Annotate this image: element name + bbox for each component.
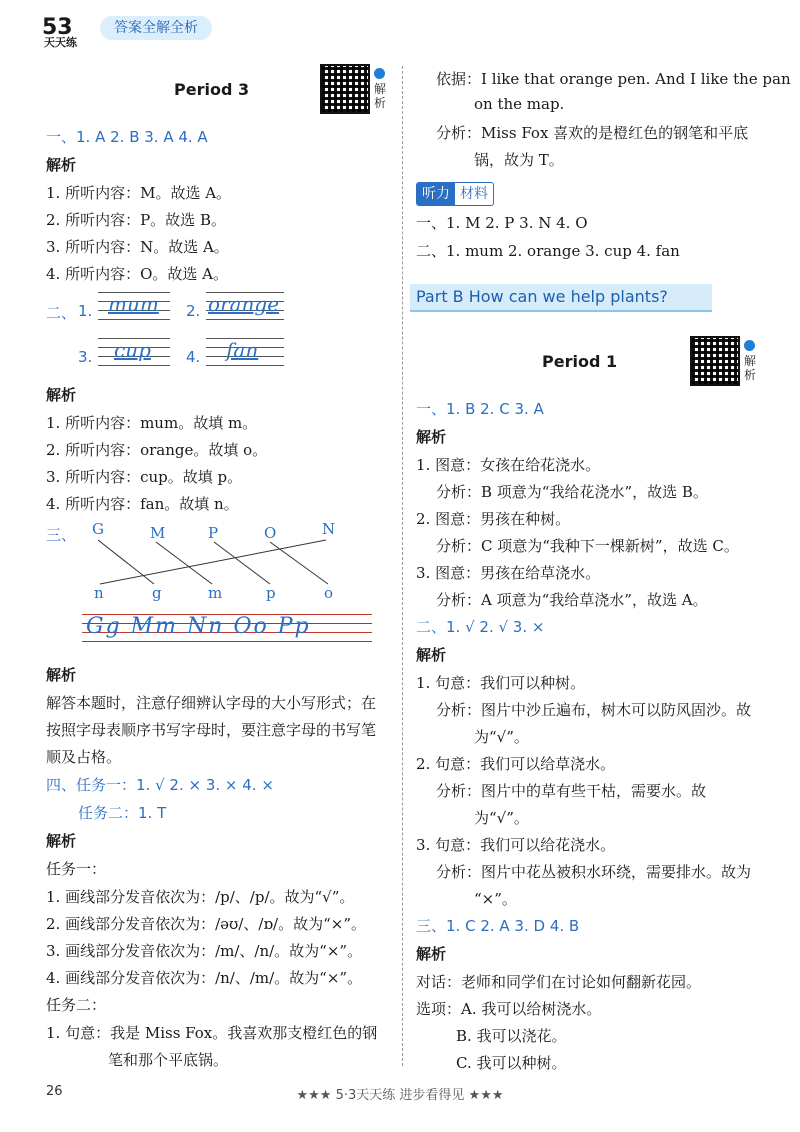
- column-divider: [402, 66, 403, 1066]
- task1-label: 任务一：: [46, 860, 107, 878]
- r-s3-line-2: 选项：A. 我可以给树浇水。: [416, 1000, 602, 1018]
- section-4-answer-2: 任务二：1. T: [78, 804, 167, 822]
- s3-para-1: 解答本题时，注意仔细辨认字母的大小写形式；在: [46, 694, 377, 712]
- task1-line-3: 3. 画线部分发音依次为：/m/、/n/。故为“×”。: [46, 942, 363, 960]
- s3-para-3: 顺及占格。: [46, 748, 122, 766]
- qr-label: 解析: [744, 354, 757, 382]
- upper-letter-g: G: [92, 520, 104, 538]
- s2-num-4: 4.: [186, 348, 201, 366]
- task2-line-1: 1. 句意：我是 Miss Fox。我喜欢那支橙红色的钢: [46, 1024, 378, 1042]
- section-4-answer-1: 四、任务一：1. √ 2. × 3. × 4. ×: [46, 776, 274, 794]
- s2-line-2: 2. 所听内容：orange。故填 o。: [46, 441, 268, 459]
- s2-line-4: 4. 所听内容：fan。故填 n。: [46, 495, 239, 513]
- s2-word-4: fan: [226, 338, 259, 362]
- basis-line-1: 依据：I like that orange pen. And I like the pan: [436, 70, 791, 88]
- lower-letter-m: m: [208, 584, 223, 602]
- r-section-3-answer: 三、1. C 2. A 3. D 4. B: [416, 917, 580, 935]
- play-icon: [374, 68, 385, 79]
- upper-letter-o: O: [264, 524, 277, 542]
- analysis-label: 解析: [46, 666, 77, 684]
- r-s2-line-1: 1. 句意：我们可以种树。: [416, 674, 586, 692]
- upper-letter-m: M: [150, 524, 166, 542]
- r-s2-line-7: 3. 句意：我们可以给花浇水。: [416, 836, 616, 854]
- page-number: 26: [46, 1084, 63, 1099]
- r-s1-line-5: 3. 图意：男孩在给草浇水。: [416, 564, 601, 582]
- r-s3-line-3: B. 我可以浇花。: [456, 1027, 567, 1045]
- r-s1-line-2: 分析：B 项意为“我给花浇水”，故选 B。: [436, 483, 708, 501]
- material-line-2: 二、1. mum 2. orange 3. cup 4. fan: [416, 242, 680, 260]
- s2-line-3: 3. 所听内容：cup。故填 p。: [46, 468, 243, 486]
- upper-letter-n: N: [322, 520, 336, 538]
- s1-line-1: 1. 所听内容：M。故选 A。: [46, 184, 232, 202]
- lower-letter-g: g: [152, 584, 162, 602]
- section-1-answer: 一、1. A 2. B 3. A 4. A: [46, 128, 208, 146]
- play-icon: [744, 340, 755, 351]
- lower-letter-o: o: [324, 584, 334, 602]
- writing-line-1: [98, 292, 170, 320]
- period-1-title: Period 1: [542, 352, 618, 371]
- task1-line-1: 1. 画线部分发音依次为：/p/、/p/。故为“√”。: [46, 888, 355, 906]
- writing-line-4: [206, 338, 284, 366]
- qr-label: 解析: [374, 82, 387, 110]
- analysis-line-1: 分析：Miss Fox 喜欢的是橙红色的钢笔和平底: [436, 124, 749, 142]
- section-3-prefix: 三、: [46, 526, 77, 544]
- letter-writing: Gg Mm Nn Oo Pp: [86, 614, 311, 639]
- letter-matching-diagram: [86, 518, 386, 604]
- basis-line-2: on the map.: [474, 95, 565, 113]
- brand-logo: [40, 10, 96, 48]
- qr-code-icon[interactable]: [320, 64, 370, 114]
- analysis-line-2: 锅，故为 T。: [474, 151, 564, 169]
- analysis-label: 解析: [416, 646, 447, 664]
- s2-num-1: 1.: [78, 302, 93, 320]
- material-label: 材料: [460, 186, 488, 202]
- task2-label: 任务二：: [46, 996, 107, 1014]
- footer-slogan: ★★★ 5·3天天练 进步看得见 ★★★: [296, 1088, 504, 1103]
- s2-word-1: mum: [108, 292, 159, 316]
- svg-text:天天练: 天天练: [44, 36, 77, 48]
- r-s1-line-1: 1. 图意：女孩在给花浇水。: [416, 456, 601, 474]
- r-s2-line-8: 分析：图片中花丛被积水环绕，需要排水。故为: [436, 863, 752, 881]
- r-s1-line-4: 分析：C 项意为“我种下一棵新树”，故选 C。: [436, 537, 739, 555]
- lower-letter-p: p: [266, 584, 276, 602]
- listening-label: 听力: [417, 183, 455, 205]
- r-s1-line-3: 2. 图意：男孩在种树。: [416, 510, 571, 528]
- r-s2-line-9: “×”。: [474, 890, 517, 908]
- r-s2-line-6: 为“√”。: [474, 809, 529, 827]
- r-s2-line-2: 分析：图片中沙丘遍布，树木可以防风固沙。故: [436, 701, 752, 719]
- writing-line-2: [206, 292, 284, 320]
- matching-lines: [98, 540, 328, 584]
- header-tag: 答案全解全析: [100, 16, 212, 40]
- writing-line-3: [98, 338, 170, 366]
- r-s3-line-4: C. 我可以种树。: [456, 1054, 567, 1072]
- material-line-1: 一、1. M 2. P 3. N 4. O: [416, 214, 588, 232]
- letter-writing-lines: [82, 614, 372, 642]
- r-s2-line-5: 分析：图片中的草有些干枯，需要水。故: [436, 782, 707, 800]
- s2-word-3: cup: [114, 338, 151, 362]
- s2-word-2: orange: [208, 292, 280, 316]
- r-s2-line-3: 为“√”。: [474, 728, 529, 746]
- task1-line-4: 4. 画线部分发音依次为：/n/、/m/。故为“×”。: [46, 969, 363, 987]
- s3-para-2: 按照字母表顺序书写字母时，要注意字母的书写笔: [46, 721, 377, 739]
- s2-num-2: 2.: [186, 302, 201, 320]
- s1-line-2: 2. 所听内容：P。故选 B。: [46, 211, 226, 229]
- r-s1-line-6: 分析：A 项意为“我给草浇水”，故选 A。: [436, 591, 708, 609]
- upper-letter-p: P: [208, 524, 219, 542]
- part-b-banner: Part B How can we help plants?: [410, 284, 712, 312]
- r-section-1-answer: 一、1. B 2. C 3. A: [416, 400, 544, 418]
- analysis-label: 解析: [416, 945, 447, 963]
- qr-code-icon[interactable]: [690, 336, 740, 386]
- analysis-label: 解析: [416, 428, 447, 446]
- s2-num-3: 3.: [78, 348, 93, 366]
- analysis-label: 解析: [46, 386, 77, 404]
- r-s3-line-1: 对话：老师和同学们在讨论如何翻新花园。: [416, 973, 702, 991]
- task1-line-2: 2. 画线部分发音依次为：/əʊ/、/ɒ/。故为“×”。: [46, 915, 366, 933]
- s1-line-4: 4. 所听内容：O。故选 A。: [46, 265, 228, 283]
- analysis-label: 解析: [46, 156, 77, 174]
- period-3-title: Period 3: [174, 80, 250, 99]
- listening-material-tag: [416, 182, 494, 206]
- s2-line-1: 1. 所听内容：mum。故填 m。: [46, 414, 258, 432]
- r-s2-line-4: 2. 句意：我们可以给草浇水。: [416, 755, 616, 773]
- section-2-prefix: 二、: [46, 304, 77, 322]
- svg-text:53: 53: [42, 15, 73, 40]
- analysis-label: 解析: [46, 832, 77, 850]
- r-section-2-answer: 二、1. √ 2. √ 3. ×: [416, 618, 545, 636]
- lower-letter-n: n: [94, 584, 104, 602]
- s1-line-3: 3. 所听内容：N。故选 A。: [46, 238, 229, 256]
- task2-line-2: 笔和那个平底锅。: [108, 1051, 229, 1069]
